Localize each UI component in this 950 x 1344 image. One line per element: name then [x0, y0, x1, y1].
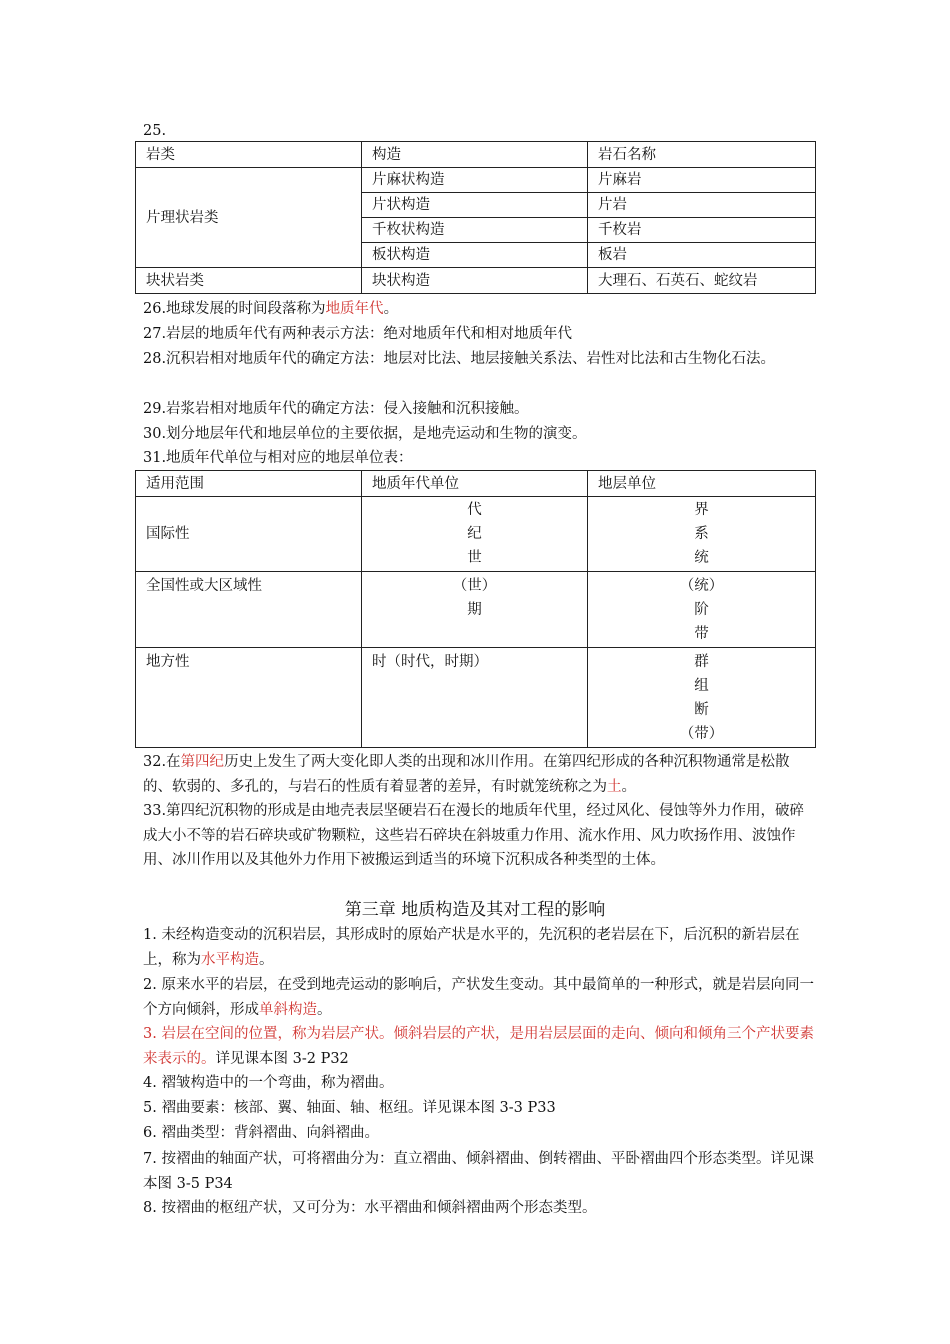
- rock-name-cell: 板岩: [588, 243, 816, 268]
- rock-name-cell: 片麻岩: [588, 168, 816, 193]
- time-unit: 纪: [467, 526, 482, 542]
- item-30: 30.划分地层年代和地层单位的主要依据，是地壳运动和生物的演变。: [143, 426, 587, 442]
- time-unit-local: 时（时代，时期）: [362, 648, 588, 748]
- ch3-item-8: 8. 按褶曲的枢纽产状，又可分为：水平褶曲和倾斜褶曲两个形态类型。: [143, 1200, 597, 1216]
- strat-unit: 统: [694, 550, 709, 566]
- header-rock-name: 岩石名称: [588, 142, 816, 168]
- strat-units-international: [588, 497, 816, 572]
- ch3-item-1: [143, 923, 815, 972]
- header-rock-class: 岩类: [136, 142, 362, 168]
- rock-structure-table: [135, 141, 816, 294]
- structure-cell: 片麻状构造: [362, 168, 588, 193]
- header-time-unit: 地质年代单位: [362, 471, 588, 497]
- rock-name-cell: 大理石、石英石、蛇纹岩: [588, 268, 816, 294]
- ch3-item-2: [143, 973, 815, 1022]
- strat-unit: 组: [694, 678, 709, 694]
- chapter-title: 第三章 地质构造及其对工程的影响: [344, 900, 606, 920]
- ch3-item-1-end: 。: [259, 951, 274, 968]
- time-unit: 代: [467, 502, 482, 518]
- structure-cell: 块状构造: [362, 268, 588, 294]
- item-32: [143, 750, 815, 799]
- ch3-item-3-reference: 详见课本图 3-2 P32: [215, 1050, 349, 1067]
- structure-cell: 板状构造: [362, 243, 588, 268]
- ch3-item-2-end: 。: [317, 1001, 332, 1018]
- group-massive: 块状岩类: [136, 268, 362, 294]
- scope-local: 地方性: [136, 648, 362, 748]
- time-unit: 期: [467, 602, 482, 618]
- item-28: 28.沉积岩相对地质年代的确定方法：地层对比法、地层接触关系法、岩性对比法和古生物化石法。: [143, 351, 776, 367]
- item-32-end: 。: [621, 778, 636, 795]
- time-units-national: [362, 572, 588, 648]
- strat-unit: 群: [694, 654, 709, 670]
- item-32-text: 历史上发生了两大变化即人类的出现和冰川作用。在第四纪形成的各种沉积物通常是松散的、软弱的、多孔的，与岩石的性质有着显著的差异，有时就笼统称之为: [143, 754, 790, 795]
- time-units-international: [362, 497, 588, 572]
- item-32-highlight: 土: [607, 778, 622, 795]
- item-27: 27.岩层的地质年代有两种表示方法：绝对地质年代和相对地质年代: [143, 326, 573, 342]
- ch3-item-5: 5. 褶曲要素：核部、翼、轴面、轴、枢纽。详见课本图 3-3 P33: [143, 1100, 556, 1116]
- header-strat-unit: 地层单位: [588, 471, 816, 497]
- ch3-item-3: [143, 1022, 815, 1071]
- strat-unit: （带）: [679, 726, 724, 742]
- strat-units-local: [588, 648, 816, 748]
- header-structure: 构造: [362, 142, 588, 168]
- time-unit: 世: [467, 550, 482, 566]
- rock-name-cell: 千枚岩: [588, 218, 816, 243]
- item-29: 29.岩浆岩相对地质年代的确定方法：侵入接触和沉积接触。: [143, 401, 529, 417]
- item-31: 31.地质年代单位与相对应的地层单位表：: [143, 450, 413, 466]
- item-26-end: 。: [383, 301, 399, 317]
- scope-international: 国际性: [136, 497, 362, 572]
- header-scope: 适用范围: [136, 471, 362, 497]
- scope-national: 全国性或大区域性: [136, 572, 362, 648]
- item-25-number: 25.: [143, 123, 167, 139]
- ch3-item-6: 6. 褶曲类型：背斜褶曲、向斜褶曲。: [143, 1125, 379, 1141]
- ch3-item-2-text: 2. 原来水平的岩层，在受到地壳运动的影响后，产状发生变动。其中最简单的一种形式，就是岩层向同一个方向倾斜，形成: [143, 977, 814, 1018]
- strat-unit: 带: [694, 626, 709, 642]
- group-foliated: 片理状岩类: [136, 168, 362, 268]
- strat-unit: 系: [694, 526, 709, 542]
- item-26: [143, 297, 815, 322]
- ch3-item-4: 4. 褶皱构造中的一个弯曲，称为褶曲。: [143, 1075, 394, 1091]
- ch3-item-7: 7. 按褶曲的轴面产状，可将褶曲分为：直立褶曲、倾斜褶曲、倒转褶曲、平卧褶曲四个形态类型。详见课本图 3-5 P34: [143, 1151, 814, 1192]
- ch3-item-3-highlight: 3. 岩层在空间的位置，称为岩层产状。倾斜岩层的产状，是用岩层层面的走向、倾向和倾角三个产状要素来表示的。: [143, 1026, 814, 1067]
- rock-name-cell: 片岩: [588, 193, 816, 218]
- item-32-highlight: 第四纪: [180, 754, 225, 770]
- strat-unit: 阶: [694, 602, 709, 618]
- item-26-highlight: 地质年代: [325, 301, 384, 317]
- strat-units-national: [588, 572, 816, 648]
- strat-unit: 界: [694, 502, 709, 518]
- structure-cell: 千枚状构造: [362, 218, 588, 243]
- structure-cell: 片状构造: [362, 193, 588, 218]
- item-26-text: 26.地球发展的时间段落称为: [143, 301, 326, 317]
- item-32-text: 32.在: [143, 754, 181, 770]
- strat-unit: （统）: [679, 578, 724, 594]
- item-33: 33.第四纪沉积物的形成是由地壳表层坚硬岩石在漫长的地质年代里，经过风化、侵蚀等外力作用，破碎成大小不等的岩石碎块或矿物颗粒，这些岩石碎块在斜坡重力作用、流水作用、风力吹扬作用、波蚀作用、冰川作用以及其他外力作用下被搬运到适当的环境下沉积成各种类型的土体。: [143, 803, 805, 868]
- time-unit: （世）: [452, 578, 497, 594]
- ch3-item-1-highlight: 水平构造: [201, 951, 259, 968]
- ch3-item-1-text: 1. 未经构造变动的沉积岩层，其形成时的原始产状是水平的，先沉积的老岩层在下，后沉积的新岩层在上，称为: [143, 927, 800, 968]
- ch3-item-2-highlight: 单斜构造: [259, 1001, 317, 1018]
- stratigraphy-unit-table: [135, 470, 816, 748]
- strat-unit: 断: [694, 702, 709, 718]
